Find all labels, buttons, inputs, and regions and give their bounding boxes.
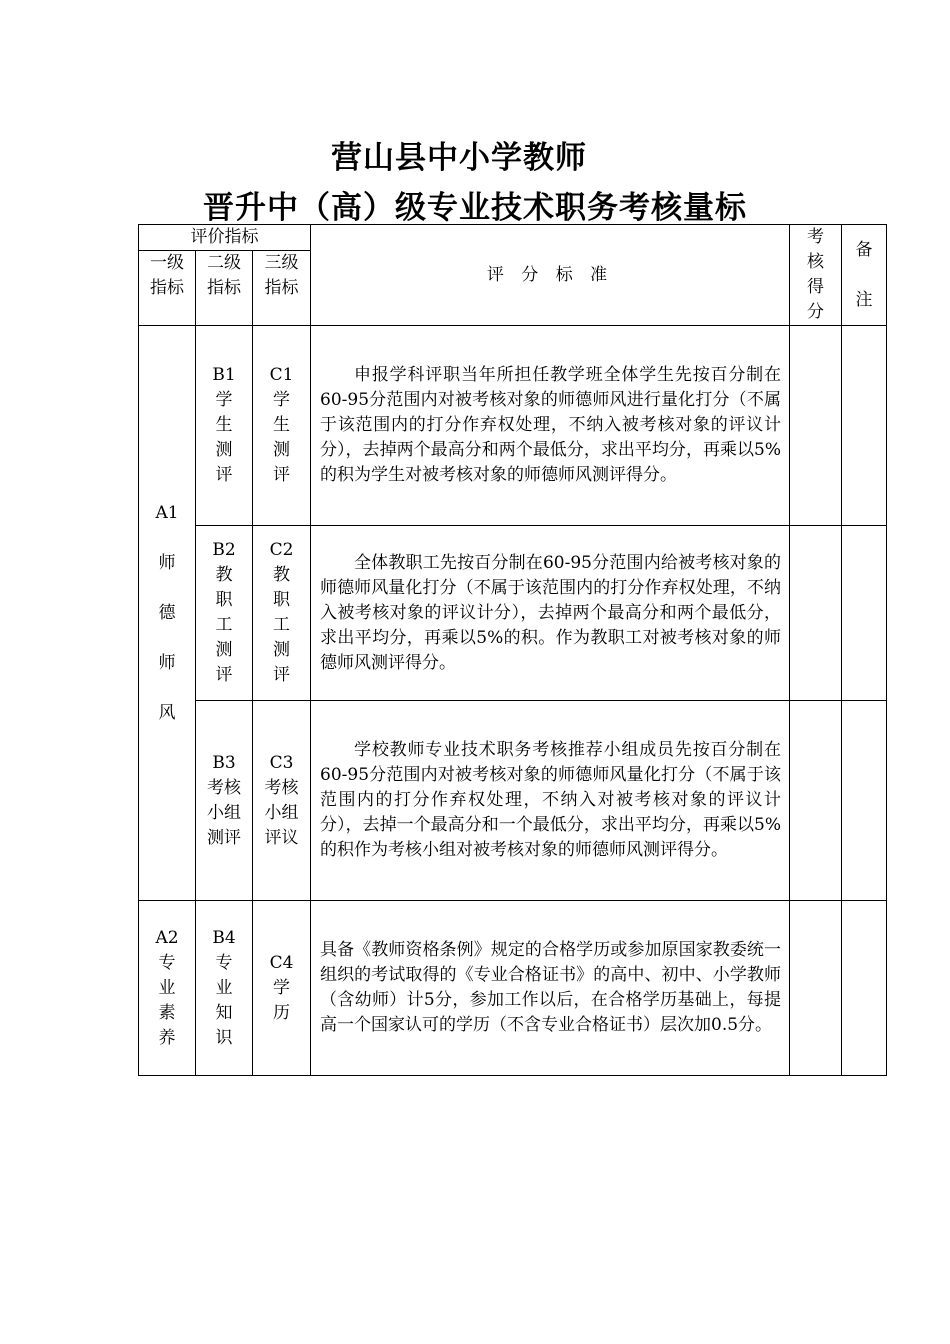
b3-cell — [196, 701, 253, 901]
c3-code: C3 — [269, 752, 294, 773]
b1-name: 学生测评 — [215, 390, 233, 485]
c4-score[interactable] — [790, 901, 842, 1076]
a1-code: A1 — [155, 503, 179, 523]
header-level-3: 三级指标 — [253, 251, 311, 326]
c3-criteria: 学校教师专业技术职务考核推荐小组成员先按百分制在60-95分范围内对被考核对象的师德师风量化打分（不属于该范围内的打分作弃权处理，不纳入对被考核对象的评议计分），去掉一个最高分和一个最低分，求出平均分，再乘以5%的积作为考核小组对被考核对象的师德师风测评得分。 — [311, 701, 790, 901]
b4-name: 专业知识 — [215, 952, 233, 1048]
c1-cell — [253, 326, 311, 526]
b2-code: B2 — [212, 540, 236, 560]
c1-criteria: 申报学科评职当年所担任教学班全体学生先按百分制在60-95分范围内对被考核对象的师德师风进行量化打分（不属于该范围内的打分作弃权处理，不纳入被考核对象的评议计分），去掉两个最高分和两个最低分，求出平均分，再乘以5%的积为学生对被考核对象的师德师风测评得分。 — [311, 326, 790, 526]
header-evaluation-indicators: 评价指标 — [139, 225, 311, 251]
b4-code: B4 — [212, 927, 236, 948]
b1-code: B1 — [212, 365, 236, 385]
a1-cell — [139, 326, 196, 901]
header-remark: 备注 — [842, 225, 887, 326]
c3-remark[interactable] — [842, 701, 887, 901]
b2-name: 教职工测评 — [215, 565, 233, 685]
c2-remark[interactable] — [842, 526, 887, 701]
header-criteria: 评 分 标 准 — [311, 225, 790, 326]
c4-cell — [253, 901, 311, 1076]
c4-criteria: 具备《教师资格条例》规定的合格学历或参加原国家教委统一组织的考试取得的《专业合格证书》的高中、初中、小学教师（含幼师）计5分，参加工作以后，在合格学历基础上，每提高一个国家认可的学历（不含专业合格证书）层次加0.5分。 — [311, 901, 790, 1076]
c2-code: C2 — [269, 540, 294, 560]
a1-name: 师德师风 — [158, 553, 176, 723]
title-line-2: 晋升中（高）级专业技术职务考核量标 — [203, 190, 747, 226]
b2-cell — [196, 526, 253, 701]
b3-code: B3 — [212, 752, 236, 773]
c2-name: 教职工测评 — [273, 565, 290, 685]
c3-name: 考核小组评议 — [264, 777, 299, 848]
c4-code: C4 — [269, 952, 294, 973]
title-line-1: 营山县中小学教师 — [331, 140, 587, 176]
assessment-table — [138, 224, 887, 1076]
c3-score[interactable] — [790, 701, 842, 901]
c4-name: 学历 — [273, 977, 290, 1023]
a2-code: A2 — [155, 927, 179, 948]
header-score: 考核得分 — [790, 225, 842, 326]
c3-cell — [253, 701, 311, 901]
c4-remark[interactable] — [842, 901, 887, 1076]
b1-cell — [196, 326, 253, 526]
c2-criteria: 全体教职工先按百分制在60-95分范围内给被考核对象的师德师风量化打分（不属于该范围内的打分作弃权处理，不纳入被考核对象的评议计分），去掉两个最高分和两个最低分，求出平均分，再乘以5%的积。作为教职工对被考核对象的师德师风测评得分。 — [311, 526, 790, 701]
b3-name: 考核小组测评 — [207, 777, 241, 848]
c1-name: 学生测评 — [273, 390, 290, 485]
c1-code: C1 — [269, 365, 294, 385]
header-level-2: 二级指标 — [196, 251, 253, 326]
a2-cell — [139, 901, 196, 1076]
c2-score[interactable] — [790, 526, 842, 701]
a2-name: 专业素养 — [158, 952, 176, 1048]
c2-cell — [253, 526, 311, 701]
c1-remark[interactable] — [842, 326, 887, 526]
c1-score[interactable] — [790, 326, 842, 526]
b4-cell — [196, 901, 253, 1076]
header-level-1: 一级指标 — [139, 251, 196, 326]
